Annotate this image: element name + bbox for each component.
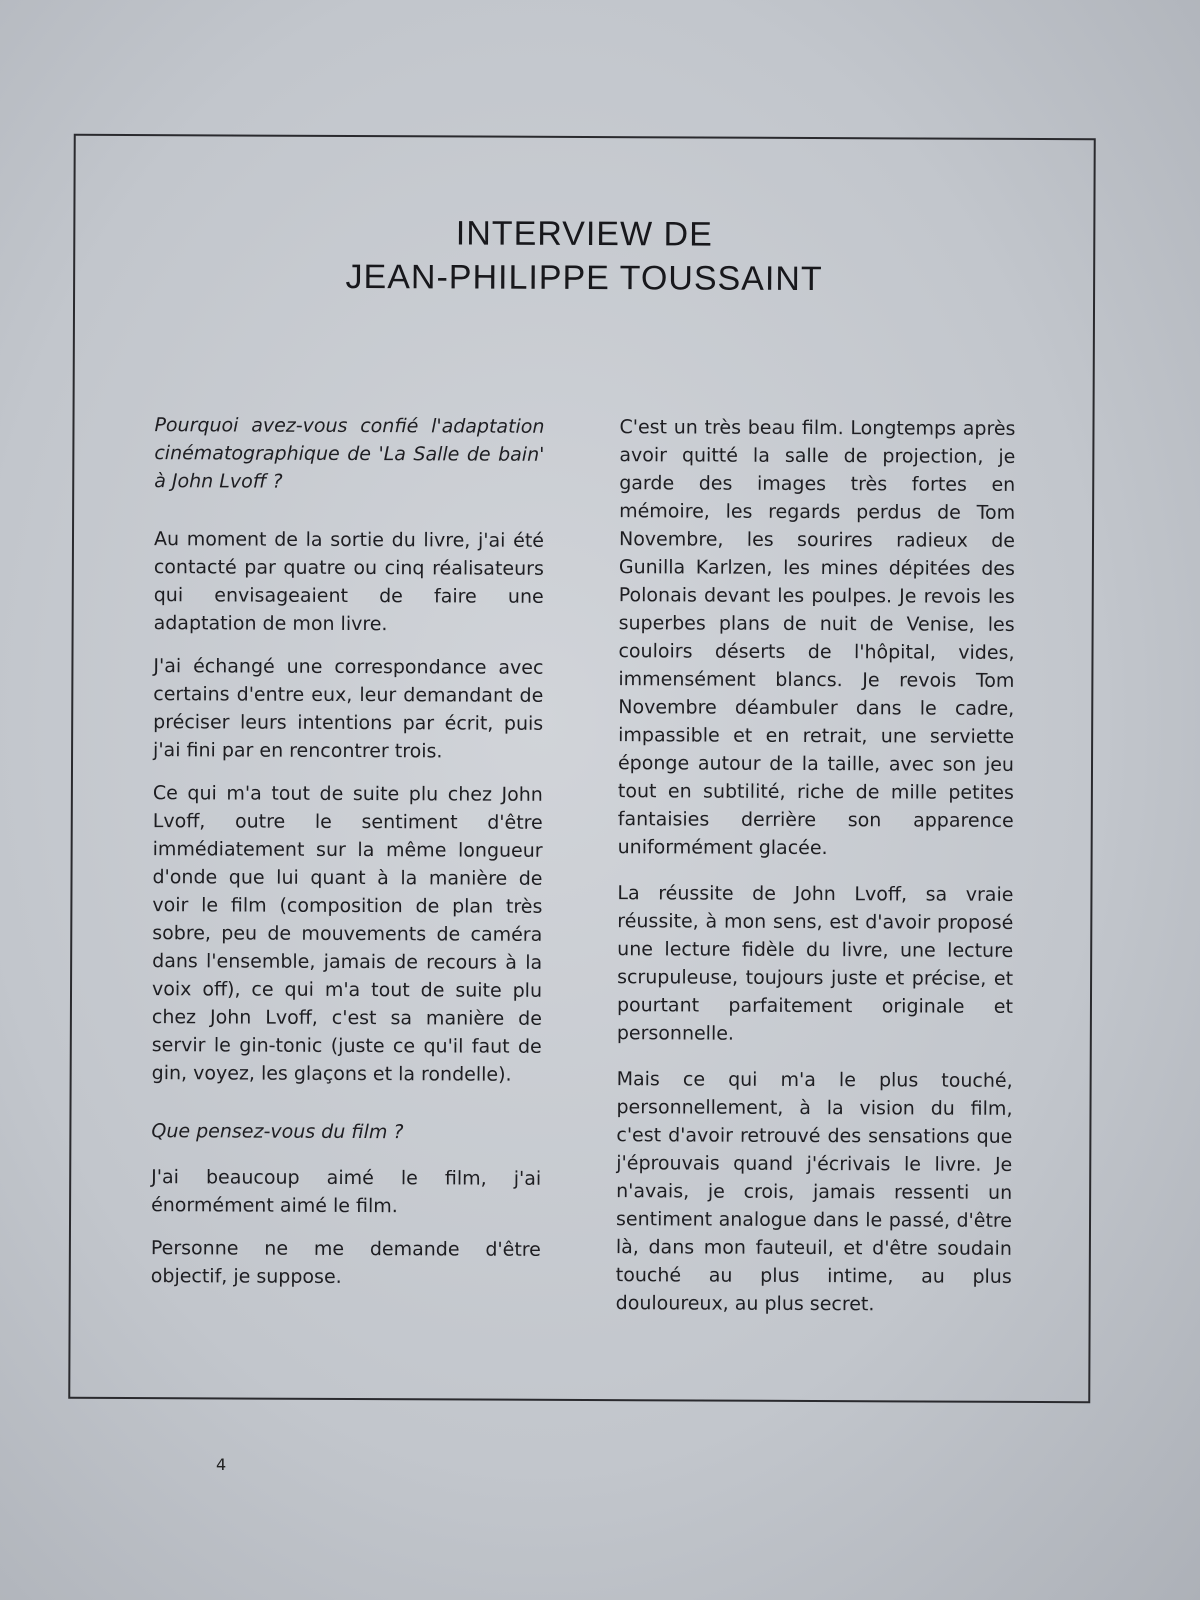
left-column — [151, 411, 545, 1307]
answer-paragraph: Ce qui m'a tout de suite plu chez John Lvoff, outre le sentiment d'être immédiatement sur la même longueur d'onde que lui quant à la manière de voir le film (composition de plan très sobre, peu de mouvements de caméra dans l'ensemble, jamais de recours à la voix off), ce qui m'a tout de suite plu chez John Lvoff, c'est sa manière de servir le gin-tonic (juste ce qu'il faut de gin, voyez, les glaçons et la rondelle). — [151, 782, 543, 1086]
answer-paragraph: J'ai échangé une correspondance avec certains d'entre eux, leur demandant de préciser leurs intentions par écrit, puis j'ai fini par en rencontrer trois. — [153, 655, 544, 763]
question-2: Que pensez-vous du film ? — [151, 1120, 404, 1144]
answer-paragraph: La réussite de John Lvoff, sa vraie réussite, à mon sens, est d'avoir proposé une lecture fidèle du livre, une lecture scrupuleuse, toujours juste et précise, et pourtant parfaitement originale et personnelle. — [616, 882, 1014, 1045]
page-number: 4 — [216, 1455, 227, 1474]
answer-paragraph: Personne ne me demande d'être objectif, je suppose. — [150, 1237, 541, 1288]
article-frame — [68, 134, 1096, 1403]
question-1: Pourquoi avez-vous confié l'adaptation cinématographique de 'La Salle de bain' à John Lvoff ? — [154, 414, 545, 493]
answer-paragraph: Au moment de la sortie du livre, j'ai été contacté par quatre ou cinq réalisateurs qui envisageaient de faire une adaptation de mon livre. — [153, 528, 545, 636]
title-line-1: INTERVIEW DE — [455, 214, 713, 254]
answer-paragraph: Mais ce qui m'a le plus touché, personnellement, à la vision du film, c'est d'avoir retrouvé des sensations que j'éprouvais quand j'écrivais le livre. Je n'avais, je crois, jamais ressenti un sentiment analogue dans le passé, d'être là, dans mon fauteuil, et d'être soudain touché au plus intime, au plus douloureux, au plus secret. — [615, 1068, 1013, 1316]
answer-paragraph: J'ai beaucoup aimé le film, j'ai énormément aimé le film. — [151, 1166, 542, 1218]
right-column — [616, 413, 1016, 1334]
title-line-2: JEAN-PHILIPPE TOUSSAINT — [345, 257, 823, 299]
answer-paragraph: C'est un très beau film. Longtemps après avoir quitté la salle de projection, je garde des images très fortes en mémoire, les regards perdus de Tom Novembre, les sourires radieux de Gunilla Karlzen, les mines dépitées des Polonais devant les poulpes. Je revois les superbes plans de nuit de Venise, les couloirs déserts de l'hôpital, vides, immensément blancs. Je revois Tom Novembre déambuler dans le cadre, impassible et en retrait, une serviette éponge autour de la taille, avec son jeu tout en subtilité, riche de mille petites fantaisies derrière son apparence uniformément glacée. — [617, 416, 1016, 860]
article-title — [75, 210, 1093, 302]
